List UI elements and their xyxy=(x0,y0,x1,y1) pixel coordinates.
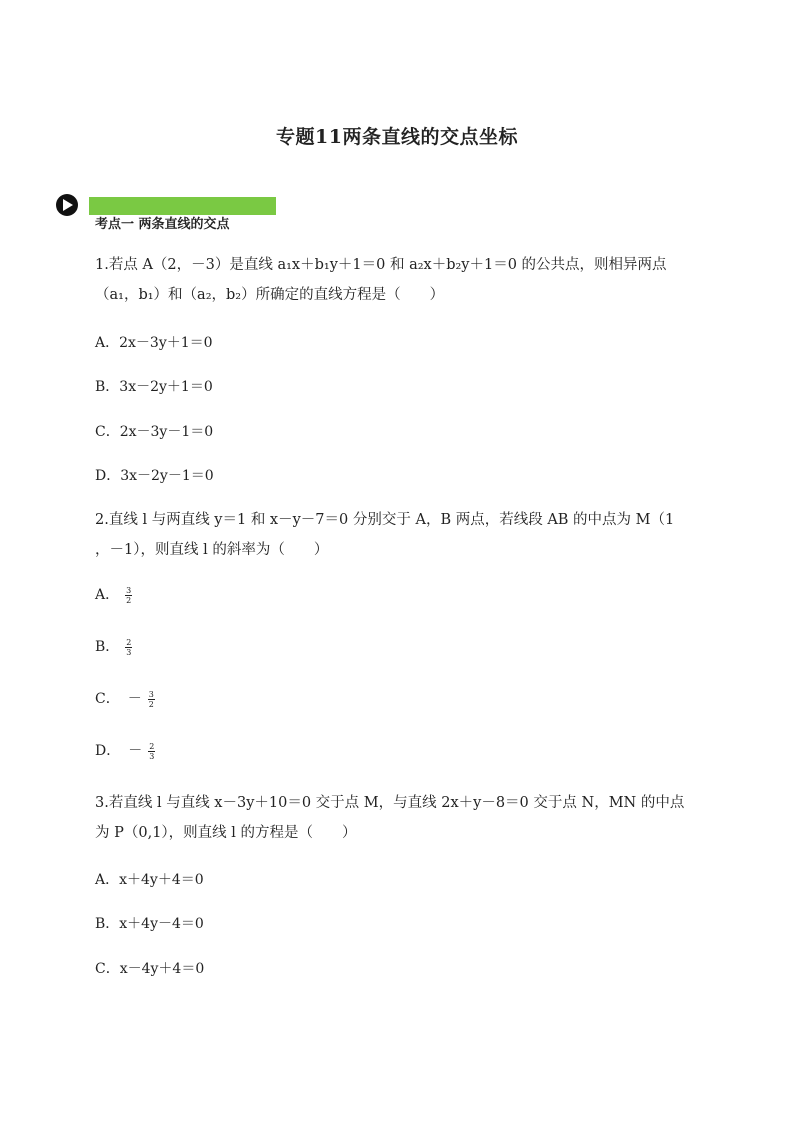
q1-option-d: D．3x－2y－1＝0 xyxy=(95,468,214,484)
fraction-denominator: 3 xyxy=(126,647,132,657)
fraction-numerator: 3 xyxy=(126,585,132,595)
section-header xyxy=(55,193,295,232)
fraction xyxy=(148,690,155,709)
q1-option-a: A．2x－3y＋1＝0 xyxy=(95,335,213,351)
fraction xyxy=(125,586,132,605)
question-line: 为 P（0,1），则直线 l 的方程是（ ） xyxy=(95,825,357,841)
section-label: 考点一 两条直线的交点 xyxy=(95,217,230,232)
q1-option-c: C．2x－3y－1＝0 xyxy=(95,424,214,440)
q3-option-a: A．x＋4y＋4＝0 xyxy=(95,872,204,888)
option-key: B． xyxy=(95,639,120,655)
q1-option-b: B．3x－2y＋1＝0 xyxy=(95,379,213,395)
question-line: ，－1），则直线 l 的斜率为（ ） xyxy=(95,542,329,558)
minus-sign: － xyxy=(127,691,142,707)
question-line: （a₁，b₁）和（a₂，b₂）所确定的直线方程是（ ） xyxy=(95,287,445,303)
question-1-text xyxy=(95,250,715,310)
question-line: 2.直线 l 与两直线 y＝1 和 x－y－7＝0 分别交于 A，B 两点，若线段 AB 的中点为 M（1 xyxy=(95,512,675,528)
minus-sign: － xyxy=(128,743,143,759)
option-key: C． xyxy=(95,691,120,707)
option-key: A． xyxy=(95,587,120,603)
fraction-denominator: 3 xyxy=(149,751,155,761)
question-line: 1.若点 A（2，－3）是直线 a₁x＋b₁y＋1＝0 和 a₂x＋b₂y＋1＝0 的公共点，则相异两点 xyxy=(95,257,667,273)
q3-option-b: B．x＋4y－4＝0 xyxy=(95,916,204,932)
question-3-text xyxy=(95,788,715,848)
play-circle-icon xyxy=(55,193,79,217)
fraction-numerator: 2 xyxy=(149,741,155,751)
option-key: D． xyxy=(95,743,121,759)
question-line: 3.若直线 l 与直线 x－3y＋10＝0 交于点 M，与直线 2x＋y－8＝0 交于点 N，MN 的中点 xyxy=(95,795,685,811)
q3-option-c: C．x－4y＋4＝0 xyxy=(95,961,205,977)
fraction-numerator: 3 xyxy=(148,689,154,699)
question-2-text xyxy=(95,505,715,565)
fraction-denominator: 2 xyxy=(126,595,132,605)
fraction xyxy=(148,742,155,761)
fraction-numerator: 2 xyxy=(126,637,132,647)
q2-option-c xyxy=(95,688,155,709)
fraction xyxy=(125,638,132,657)
q2-option-b xyxy=(95,636,132,657)
q2-option-d xyxy=(95,740,155,761)
fraction-denominator: 2 xyxy=(148,699,154,709)
q2-option-a xyxy=(95,584,132,605)
page-title: 专题11两条直线的交点坐标 xyxy=(276,126,518,148)
